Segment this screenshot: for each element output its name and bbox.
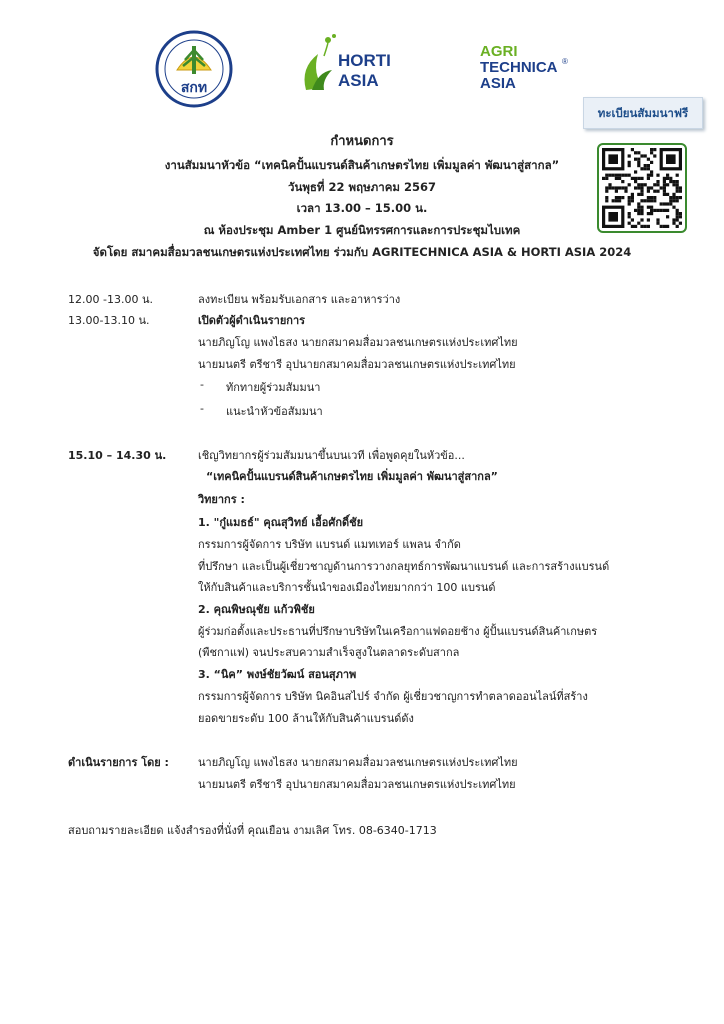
- speaker-1-line-2: ที่ปรึกษา และเป็นผู้เชี่ยวชาญด้านการวางกลยุทธ์การพัฒนาแบรนด์ และการสร้างแบรนด์: [198, 560, 610, 573]
- speaker-3-line-2: ยอดขายระดับ 100 ล้านให้กับสินค้าแบรนด์ดัง: [198, 712, 414, 725]
- speaker-2-line-2: (พืชกาแฟ) จนประสบความสำเร็จสูงในตลาดระดับสากล: [198, 646, 460, 659]
- speaker-3-name: 3. “นิค” พงษ์ชัยวัฒน์ สอนสุภาพ: [198, 668, 357, 681]
- asia-word: ASIA: [480, 75, 516, 92]
- schedule-text-1: ลงทะเบียน พร้อมรับเอกสาร และอาหารว่าง: [198, 293, 401, 306]
- bullet-dash: -: [200, 378, 204, 391]
- contact-info: สอบถามรายละเอียด แจ้งสำรองที่นั่งที่ คุณเยือน งามเลิศ โทร. 08-6340-1713: [68, 824, 437, 837]
- association-seal-logo: [155, 30, 233, 108]
- seminar-venue: ณ ห้องประชุม Amber 1 ศูนย์นิทรรศการและการประชุมไบเทค: [203, 223, 521, 237]
- agritechnica-asia-logo: [478, 40, 578, 96]
- host-line-2: นายมนตรี ตรีชารี อุปนายกสมาคมสื่อมวลชนเกษตรแห่งประเทศไทย: [198, 778, 516, 791]
- moderator-line-1: นายภิญโญ แพงไธสง นายกสมาคมสื่อมวลชนเกษตรแห่งประเทศไทย: [198, 336, 518, 349]
- association-seal-text: สกท: [180, 80, 208, 96]
- speaker-1-line-3: ให้กับสินค้าและบริการชั้นนำของเมืองไทยมากกว่า 100 แบรนด์: [198, 581, 496, 594]
- free-registration-button[interactable]: ทะเบียนสัมมนาฟรี: [583, 97, 703, 129]
- page-title: กำหนดการ: [330, 134, 394, 149]
- schedule-topic-3: “เทคนิคปั้นแบรนด์สินค้าเกษตรไทย เพิ่มมูลค่า พัฒนาสู่สากล”: [206, 470, 498, 483]
- horti-asia-logo: [298, 30, 398, 98]
- bullet-item-greet: ทักทายผู้ร่วมสัมมนา: [226, 381, 321, 394]
- schedule-time-1: 12.00 -13.00 น.: [68, 293, 153, 306]
- seminar-topic: งานสัมมนาหัวข้อ “เทคนิคปั้นแบรนด์สินค้าเกษตรไทย เพิ่มมูลค่า พัฒนาสู่สากล”: [164, 158, 560, 172]
- speaker-1-name: 1. "กู๋แมธธ์" คุณสุวิทย์ เอื้อศักดิ์ชัย: [198, 516, 364, 529]
- bullet-item-intro: แนะนำหัวข้อสัมมนา: [226, 405, 323, 418]
- seminar-organizer: จัดโดย สมาคมสื่อมวลชนเกษตรแห่งประเทศไทย ร่วมกับ AGRITECHNICA ASIA & HORTI ASIA 2024: [92, 245, 632, 259]
- moderator-line-2: นายมนตรี ตรีชารี อุปนายกสมาคมสื่อมวลชนเกษตรแห่งประเทศไทย: [198, 358, 516, 371]
- seminar-time: เวลา 13.00 – 15.00 น.: [296, 201, 428, 215]
- schedule-title-2: เปิดตัวผู้ดำเนินรายการ: [198, 314, 306, 327]
- agri-word: AGRI: [480, 43, 518, 60]
- host-line-1: นายภิญโญ แพงไธสง นายกสมาคมสื่อมวลชนเกษตรแห่งประเทศไทย: [198, 756, 518, 769]
- schedule-intro-3: เชิญวิทยากรผู้ร่วมสัมมนาขึ้นบนเวที เพื่อพูดคุยในหัวข้อ...: [198, 449, 465, 462]
- speaker-3-line-1: กรรมการผู้จัดการ บริษัท นิคอินสไปร์ จำกัด ผู้เชี่ยวชาญการทำตลาดออนไลน์ที่สร้าง: [198, 690, 588, 703]
- host-label: ดำเนินรายการ โดย :: [68, 756, 169, 769]
- asia-word: ASIA: [338, 71, 379, 90]
- technica-word: TECHNICA: [480, 59, 558, 76]
- horti-word: HORTI: [338, 51, 391, 70]
- schedule-time-2: 13.00-13.10 น.: [68, 314, 150, 327]
- speaker-2-name: 2. คุณพิษณุชัย แก้วพิชัย: [198, 603, 315, 616]
- bullet-dash: -: [200, 402, 204, 415]
- speaker-2-line-1: ผู้ร่วมก่อตั้งและประธานที่ปรึกษาบริษัทในเครือกาแฟดอยช้าง ผู้ปั้นแบรนด์สินค้าเกษตร: [198, 625, 598, 638]
- seminar-date: วันพุธที่ 22 พฤษภาคม 2567: [288, 180, 436, 194]
- speakers-label: วิทยากร :: [198, 493, 245, 506]
- registered-mark: ®: [562, 57, 568, 66]
- schedule-time-3: 15.10 – 14.30 น.: [68, 449, 167, 462]
- speaker-1-line-1: กรรมการผู้จัดการ บริษัท แบรนด์ แมทเทอร์ แพลน จำกัด: [198, 538, 461, 551]
